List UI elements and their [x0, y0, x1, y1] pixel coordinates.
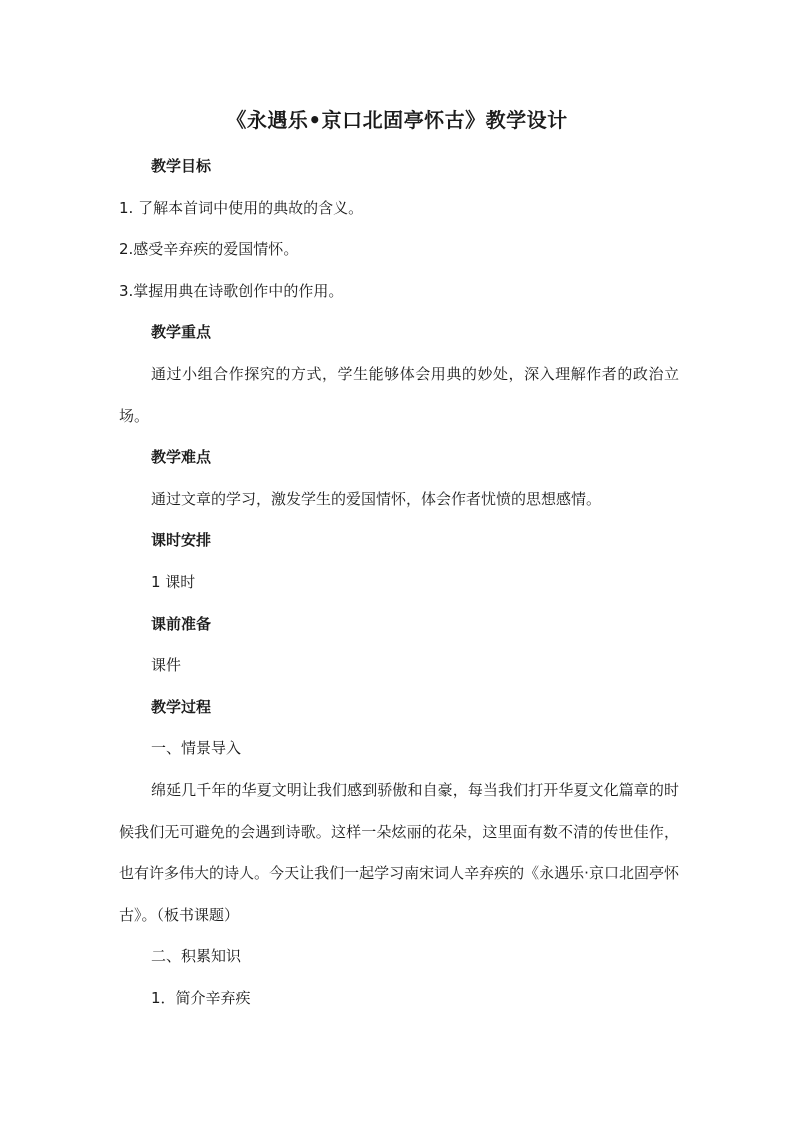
key-points-heading: 教学重点	[151, 323, 212, 342]
schedule-text: 1 课时	[151, 572, 196, 591]
step-heading: 一、情景导入	[151, 739, 242, 758]
objective-item: 2.感受辛弃疾的爱国情怀。	[119, 240, 299, 259]
objective-item: 1. 了解本首词中使用的典故的含义。	[119, 198, 364, 217]
key-points-paragraph: 通过小组合作探究的方式，学生能够体会用典的妙处，深入理解作者的政治立场。	[119, 364, 679, 425]
preparation-text: 课件	[151, 656, 182, 675]
process-heading: 教学过程	[151, 697, 212, 716]
document-body	[119, 146, 679, 1019]
document-title: 《永遇乐•京口北固亭怀古》教学设计	[226, 108, 568, 132]
difficulties-heading: 教学难点	[151, 448, 212, 467]
step-paragraph: 绵延几千年的华夏文明让我们感到骄傲和自豪，每当我们打开华夏文化篇章的时候我们无可避免的会遇到诗歌。这样一朵炫丽的花朵，这里面有数不清的传世佳作，也有许多伟大的诗人。今天让我们一起学习南宋词人辛弃疾的《永遇乐·京口北固亭怀古》。（板书课题）	[119, 780, 679, 924]
objectives-heading: 教学目标	[151, 157, 212, 175]
preparation-heading: 课前准备	[151, 614, 212, 633]
schedule-heading: 课时安排	[151, 531, 212, 550]
step-subheading: 1．简介辛弃疾	[151, 988, 251, 1007]
difficulties-paragraph: 通过文章的学习，激发学生的爱国情怀，体会作者忧愤的思想感情。	[151, 489, 602, 508]
objective-item: 3.掌握用典在诗歌创作中的作用。	[119, 281, 344, 300]
step-heading: 二、积累知识	[151, 947, 242, 966]
